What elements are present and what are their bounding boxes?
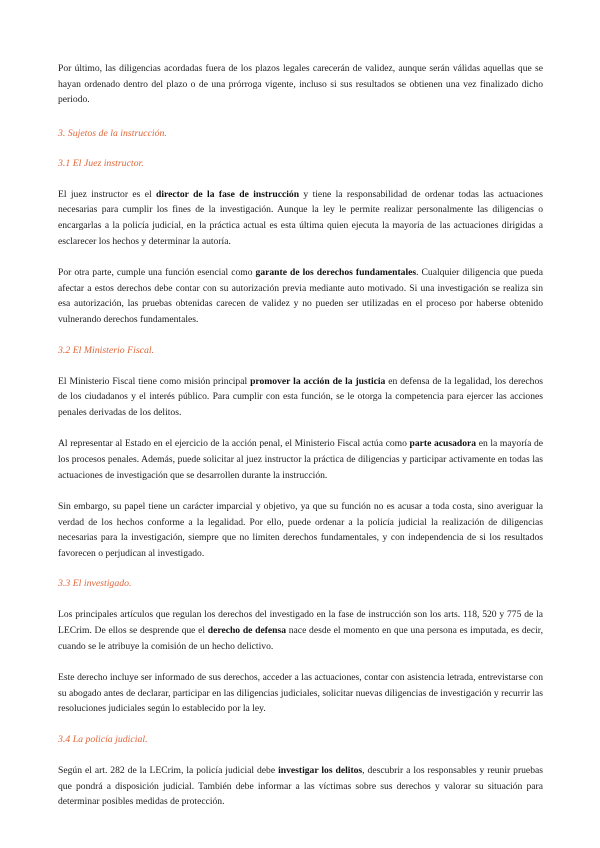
subsection-heading-juez: 3.1 El Juez instructor.	[58, 157, 144, 169]
text-run: . Cualquier diligencia que pueda afectar a estos derechos debe contar con su autorización previa mediante auto motivado. Si una investigación se realiza sin esa autorización, las pruebas obtenidas carecen de validez y no pueden ser utilizadas en el proceso por haberse obtenido vulnerando derechos fundamentales.	[58, 267, 543, 325]
emphasis-text: investigar los delitos	[278, 765, 363, 777]
subsection-heading-policia: 3.4 La policía judicial.	[58, 734, 148, 746]
text-run: Por otra parte, cumple una función esencial como	[58, 267, 256, 279]
text-run: El Ministerio Fiscal tiene como misión principal	[58, 375, 251, 387]
emphasis-text: director de la fase de instrucción	[156, 188, 300, 200]
section-heading-sujetos: 3. Sujetos de la instrucción.	[58, 127, 167, 139]
text-run: Según el art. 282 de la LECrim, la policía judicial debe	[58, 765, 279, 777]
emphasis-text: garante de los derechos fundamentales	[255, 267, 417, 279]
emphasis-text: parte acusadora	[409, 438, 477, 450]
juez-paragraph-1	[58, 187, 543, 249]
text-run: en la mayoría de los procesos penales. Además, puede solicitar al juez instructor la práctica de diligencias y participar activamente en todas las actuaciones de investigación que se desarrollen durante la instrucción.	[58, 438, 543, 481]
fiscal-paragraph-1	[58, 374, 543, 421]
text-run: nace desde el momento en que una persona es imputada, es decir, cuando se le atribuye la comisión de un hecho delictivo.	[58, 625, 544, 652]
fiscal-paragraph-3: Sin embargo, su papel tiene un carácter imparcial y objetivo, ya que su función no es acusar a toda costa, sino averiguar la verdad de los hechos conforme a la legalidad. Por ello, puede ordenar a la policía judicial la realización de diligencias necesarias para la investigación, siempre que no limiten derechos fundamentales, y con independencia de si los resultados favorecen o perjudican al investigado.	[58, 501, 543, 559]
investigado-paragraph-1	[58, 607, 543, 654]
text-run: en defensa de la legalidad, los derechos de los ciudadanos y el interés público. Para cumplir con esta función, se le otorga la competencia para ejercer las acciones penales derivadas de los delitos.	[58, 375, 543, 418]
text-run: El juez instructor es el	[58, 188, 157, 200]
text-run: y tiene la responsabilidad de ordenar todas las actuaciones necesarias para cumplir los fines de la investigación. Aunque la ley le permite realizar personalmente las diligencias o encargarlas a la policía judicial, en la práctica actual es esta última quien ejecuta la mayoría de las actuaciones dirigidas a esclarecer los hechos y determinar la autoría.	[58, 188, 543, 247]
policia-paragraph-1	[58, 763, 543, 810]
subsection-heading-fiscal: 3.2 El Ministerio Fiscal.	[58, 344, 155, 356]
text-run: Los principales artículos que regulan los derechos del investigado en la fase de instrucción son los arts. 118, 520 y 775 de la LECrim. De ellos se desprende que el	[58, 609, 543, 637]
text-run: Al representar al Estado en el ejercicio de la acción penal, el Ministerio Fiscal actúa como	[58, 438, 410, 450]
emphasis-text: derecho de defensa	[207, 625, 287, 637]
subsection-heading-investigado: 3.3 El investigado.	[58, 578, 132, 590]
emphasis-text: promover la acción de la justicia	[250, 375, 386, 387]
juez-paragraph-2	[58, 265, 543, 327]
investigado-paragraph-2: Este derecho incluye ser informado de sus derechos, acceder a las actuaciones, contar con asistencia letrada, entrevistarse con su abogado antes de declarar, participar en las diligencias judiciales, solicitar nuevas diligencias de investigación y recurrir las resoluciones judiciales según lo establecido por la ley.	[58, 672, 543, 715]
intro-paragraph: Por último, las diligencias acordadas fuera de los plazos legales carecerán de validez, aunque serán válidas aquellas que se hayan ordenado dentro del plazo o de una prórroga vigente, incluso si sus resultados se obtienen una vez finalizado dicho periodo.	[58, 63, 543, 106]
fiscal-paragraph-2	[58, 436, 543, 483]
text-run: , descubrir a los responsables y reunir pruebas que pondrá a disposición judicial. También debe informar a las víctimas sobre sus derechos y valorar su situación para determinar posibles medidas de protección.	[58, 765, 543, 808]
